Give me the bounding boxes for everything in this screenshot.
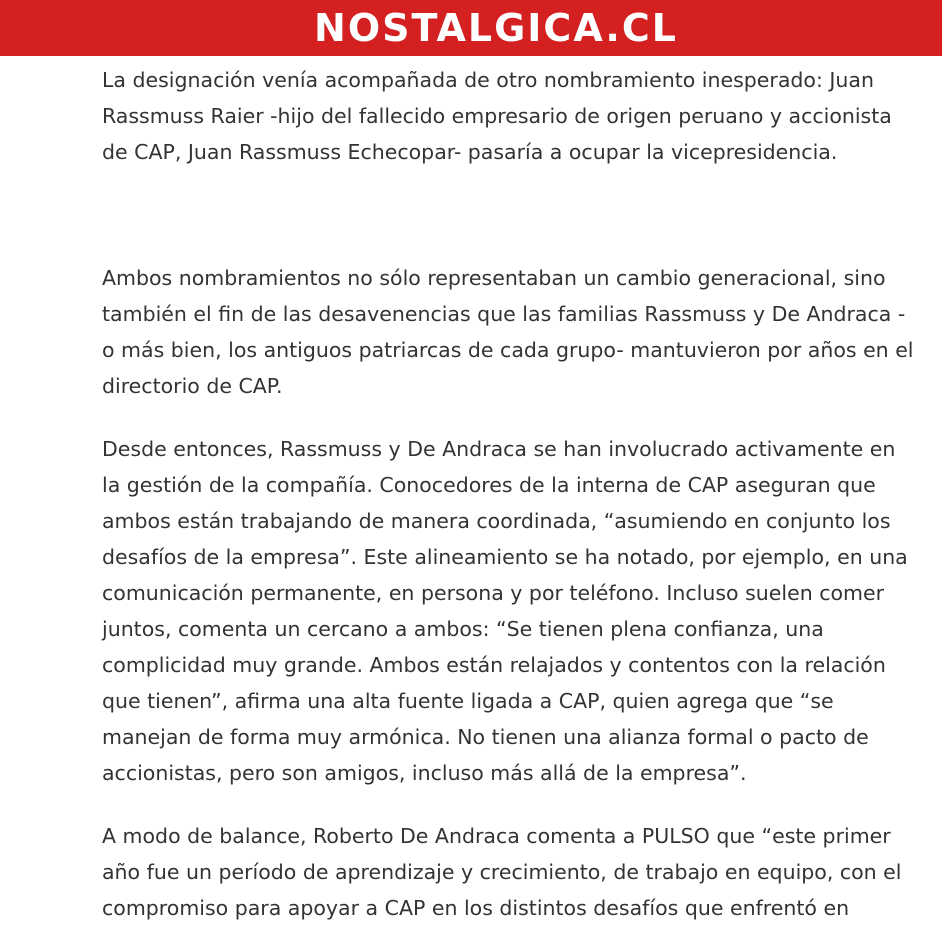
article-paragraph: A modo de balance, Roberto De Andraca comenta a PULSO que “este primer año fue un período de aprendizaje y crecimiento, de trabajo en equipo, con el compromiso para apoyar a CAP en los distintos desafíos que enfrentó en <box>102 824 902 920</box>
article-paragraph: Ambos nombramientos no sólo representaban un cambio generacional, sino también el fin de las desavenencias que las familias Rassmuss y De Andraca -o más bien, los antiguos patriarcas de cada grupo- mantuvieron por años en el directorio de CAP. <box>102 266 914 398</box>
article-paragraph: La designación venía acompañada de otro nombramiento inesperado: Juan Rassmuss Raier -hijo del fallecido empresario de origen peruano y accionista de CAP, Juan Rassmuss Echecopar- pasaría a ocupar la vicepresidencia. <box>102 68 892 164</box>
site-logo[interactable]: NOSTALGICA.CL <box>314 6 678 50</box>
site-header <box>0 0 942 56</box>
article-body <box>102 62 914 926</box>
article-paragraph: Desde entonces, Rassmuss y De Andraca se han involucrado activamente en la gestión de la compañía. Conocedores de la interna de CAP aseguran que ambos están trabajando de manera coordinada, “asumiendo en conjunto los desafíos de la empresa”. Este alineamiento se ha notado, por ejemplo, en una comunicación permanente, en persona y por teléfono. Incluso suelen comer juntos, comenta un cercano a ambos: “Se tienen plena confianza, una complicidad muy grande. Ambos están relajados y contentos con la relación que tienen”, afirma una alta fuente ligada a CAP, quien agrega que “se manejan de forma muy armónica. No tienen una alianza formal o pacto de accionistas, pero son amigos, incluso más allá de la empresa”. <box>102 437 908 785</box>
